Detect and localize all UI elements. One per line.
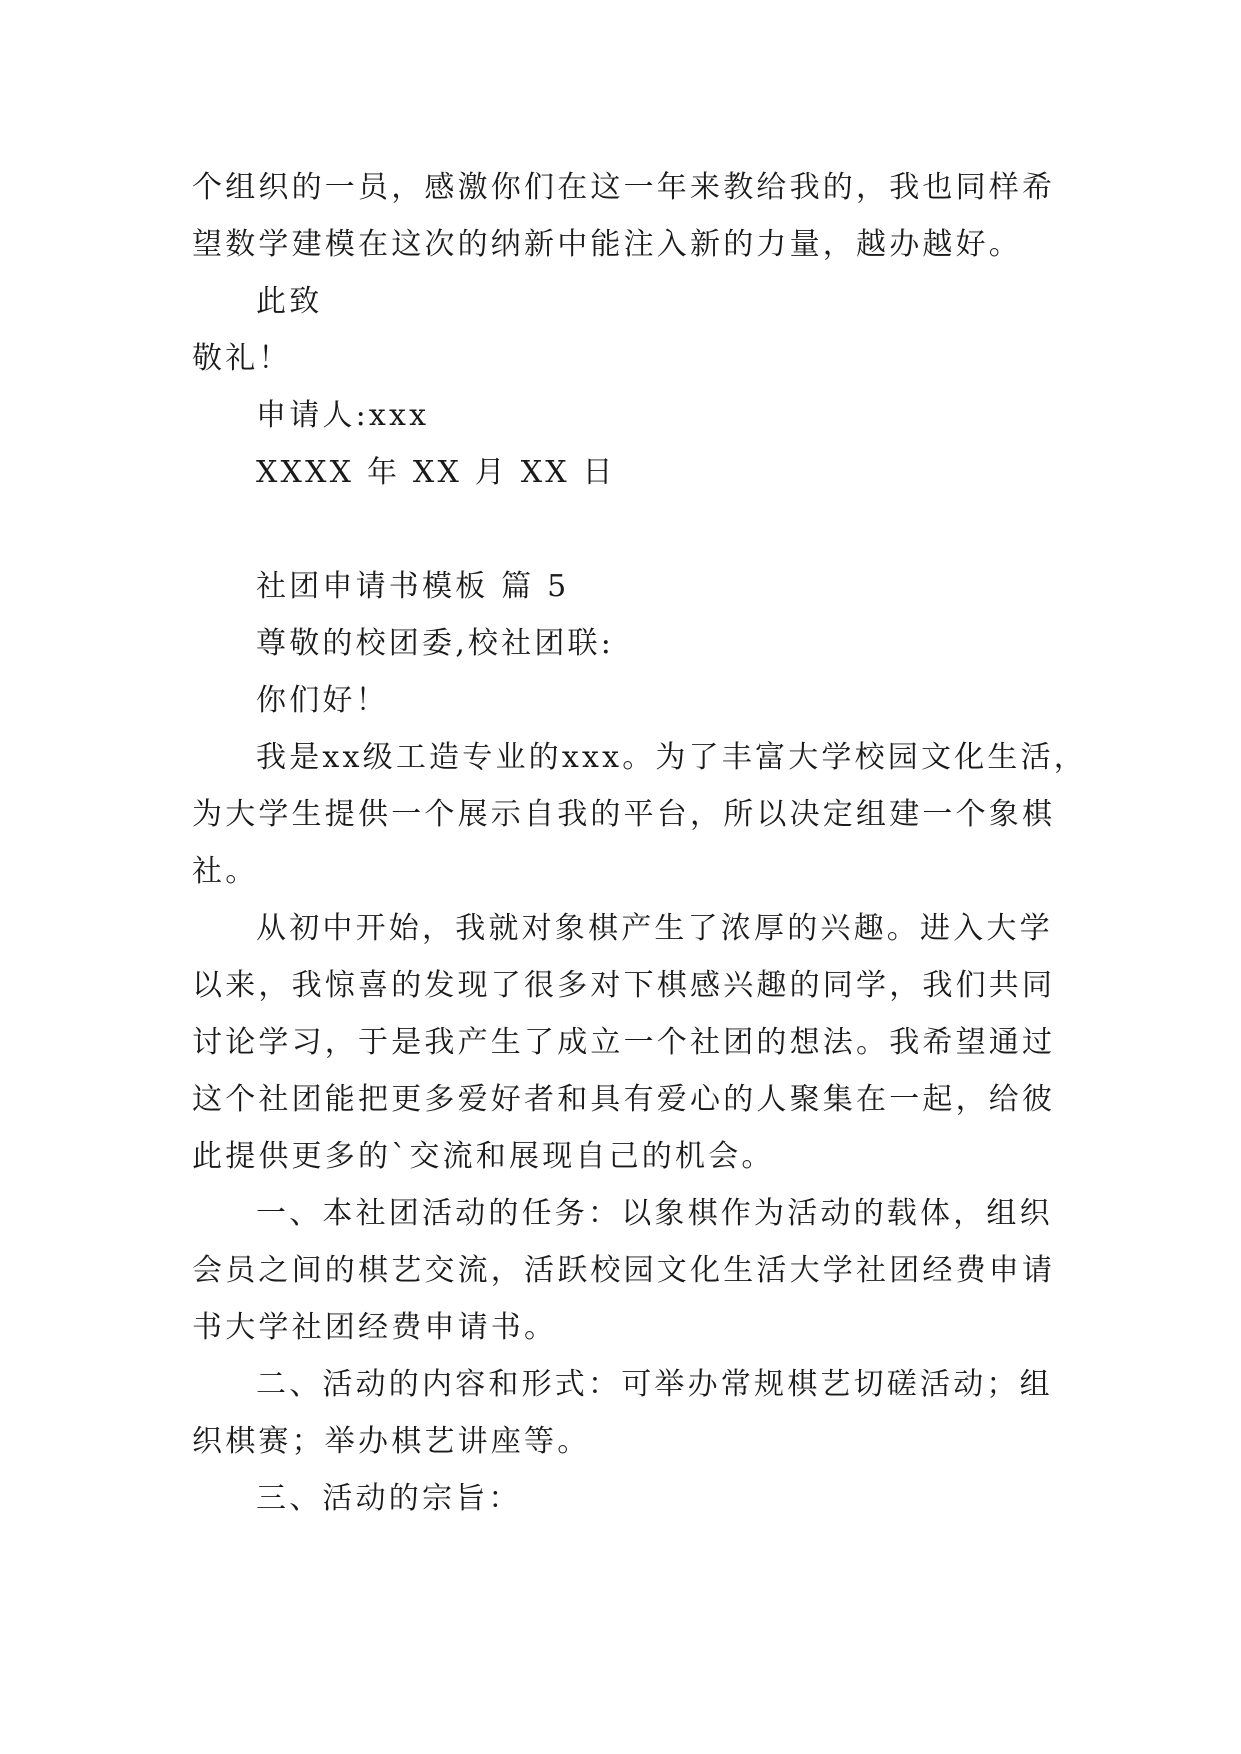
- body-text-line: 社。: [192, 854, 259, 889]
- body-text-line: 个组织的一员，感激你们在这一年来教给我的，我也同样希: [192, 170, 1056, 205]
- body-text-line: 三、活动的宗旨：: [256, 1481, 522, 1516]
- body-text-line: 书大学社团经费申请书。: [192, 1310, 558, 1345]
- body-text-line: 讨论学习，于是我产生了成立一个社团的想法。我希望通过: [192, 1025, 1056, 1060]
- greeting-line: 你们好！: [256, 683, 389, 718]
- body-text-line: 会员之间的棋艺交流，活跃校园文化生活大学社团经费申请: [192, 1253, 1056, 1288]
- closing-salutation: 此致: [256, 284, 323, 319]
- body-text-line: 我是xx级工造专业的xxx。为了丰富大学校园文化生活，: [256, 740, 1087, 775]
- body-text-line: 织棋赛；举办棋艺讲座等。: [192, 1424, 591, 1459]
- body-text-line: 从初中开始，我就对象棋产生了浓厚的兴趣。进入大学: [256, 911, 1053, 946]
- body-text-line: 这个社团能把更多爱好者和具有爱心的人聚集在一起，给彼: [192, 1082, 1056, 1117]
- body-text-line: 此提供更多的`交流和展现自己的机会。: [192, 1139, 775, 1174]
- recipient-line: 尊敬的校团委,校社团联:: [256, 626, 615, 661]
- closing-regards: 敬礼！: [192, 341, 292, 376]
- body-text-line: 以来，我惊喜的发现了很多对下棋感兴趣的同学，我们共同: [192, 968, 1056, 1003]
- applicant-signature: 申请人:xxx: [256, 398, 430, 433]
- body-text-line: 望数学建模在这次的纳新中能注入新的力量，越办越好。: [192, 227, 1022, 262]
- body-text-line: 为大学生提供一个展示自我的平台，所以决定组建一个象棋: [192, 797, 1056, 832]
- body-text-line: 一、本社团活动的任务：以象棋作为活动的载体，组织: [256, 1196, 1053, 1231]
- body-text-line: 二、活动的内容和形式：可举办常规棋艺切磋活动；组: [256, 1367, 1053, 1402]
- date-line: XXXX 年 XX 月 XX 日: [256, 455, 616, 490]
- section-heading: 社团申请书模板 篇 5: [256, 569, 570, 604]
